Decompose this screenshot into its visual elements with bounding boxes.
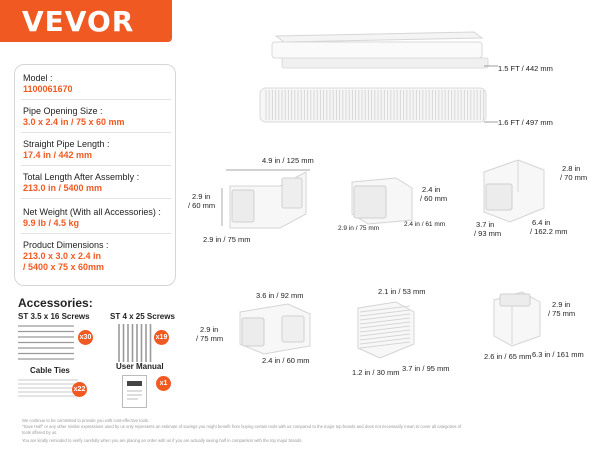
elbow-height-dimension: 2.9 in <box>192 192 211 201</box>
wall-cap-width-dimension-mm: / 162.2 mm <box>530 227 568 236</box>
spec-value: / 5400 x 75 x 60mm <box>23 262 105 272</box>
brand-logo: VEVOR <box>22 5 135 38</box>
count-badge: x19 <box>154 330 169 345</box>
accessory-label: Cable Ties <box>30 366 70 375</box>
wall-cap-height-dimension: 2.8 in <box>562 164 581 173</box>
spec-label: Net Weight (With all Accessories) : <box>23 207 161 217</box>
spec-label: Pipe Opening Size : <box>23 106 103 116</box>
wall-sleeve-image <box>484 286 548 354</box>
spec-value: 3.0 x 2.4 in / 75 x 60 mm <box>23 117 125 127</box>
accessory-label: ST 4 x 25 Screws <box>110 312 175 321</box>
accessory-label: ST 3.5 x 16 Screws <box>18 312 90 321</box>
straight-pipe-image <box>262 28 494 78</box>
divider <box>21 99 171 100</box>
elbow-height-dimension-mm: / 60 mm <box>188 201 216 210</box>
tee-width-dimension: 3.6 in / 92 mm <box>256 291 304 300</box>
count-badge: x30 <box>78 330 93 345</box>
divider <box>21 132 171 133</box>
coupler-height-dimension-mm: / 60 mm <box>420 194 448 203</box>
coupler-height-dimension: 2.4 in <box>422 185 441 194</box>
brand-logo-badge <box>0 0 172 42</box>
spec-label: Model : <box>23 73 53 83</box>
accessory-label: User Manual <box>116 362 164 371</box>
spec-model <box>23 73 73 95</box>
wall-cap-depth-dimension: 3.7 in <box>476 220 495 229</box>
coupler-depth-dimension: 2.9 in / 75 mm <box>338 225 380 232</box>
spec-value: 1100061670 <box>23 84 73 94</box>
elbow-width-dimension: 4.9 in / 125 mm <box>262 156 314 165</box>
spec-label: Product Dimensions : <box>23 240 109 250</box>
coupler-fitting-image <box>346 172 420 226</box>
straight-pipe-dimension: 1.5 FT / 442 mm <box>498 64 553 73</box>
divider <box>21 198 171 199</box>
flex-joint-depth-dimension: 1.2 in / 30 mm <box>352 368 400 377</box>
spec-value: 9.9 lb / 4.5 kg <box>23 218 80 228</box>
spec-value: 213.0 x 3.0 x 2.4 in <box>23 251 102 261</box>
flex-joint-depth2-dimension: 3.7 in / 95 mm <box>402 364 450 373</box>
spec-dimensions <box>23 240 109 273</box>
spec-label: Straight Pipe Length : <box>23 139 110 149</box>
wall-cap-depth-dimension-mm: / 93 mm <box>474 229 502 238</box>
tee-depth-dimension: 2.4 in / 60 mm <box>262 356 310 365</box>
elbow-fitting-image <box>218 164 318 240</box>
spec-value: 213.0 in / 5400 mm <box>23 183 103 193</box>
wall-sleeve-height-dimension-mm: / 75 mm <box>548 309 576 318</box>
wall-sleeve-width-dimension: 6.3 in / 161 mm <box>532 350 584 359</box>
elbow-depth-dimension: 2.9 in / 75 mm <box>203 235 251 244</box>
tee-height-dimension-mm: / 75 mm <box>196 334 224 343</box>
wall-cap-height-dimension-mm: / 70 mm <box>560 173 588 182</box>
footnote: tools offered by us. <box>22 430 58 435</box>
footnote: "Save Half" or any other similar expressions used by us only represents an estimate of savings you might benefit from buying certain tools with us compared to the major top brands and does not necessarily mean to cover all categories of <box>22 424 462 429</box>
user-manual-image <box>122 375 152 409</box>
spec-net-weight <box>23 207 161 229</box>
tee-fitting-image <box>232 298 320 358</box>
spec-card <box>14 64 176 286</box>
spec-label: Total Length After Assembly : <box>23 172 140 182</box>
coupler-depth2-dimension: 2.4 in / 61 mm <box>404 221 446 228</box>
spec-pipe-opening <box>23 106 125 128</box>
count-badge: x22 <box>72 382 87 397</box>
wall-sleeve-depth-dimension: 2.6 in / 65 mm <box>484 352 532 361</box>
footnote: We continue to be committed to provide you with cost-effective tools. <box>22 418 150 423</box>
divider <box>21 165 171 166</box>
spec-value: 17.4 in / 442 mm <box>23 150 93 160</box>
flex-joint-image <box>350 298 426 364</box>
divider <box>21 233 171 234</box>
wall-cap-width-dimension: 6.4 in <box>532 218 551 227</box>
accessories-title: Accessories: <box>18 296 93 310</box>
flex-joint-width-dimension: 2.1 in / 53 mm <box>378 287 426 296</box>
footnote: You are kindly reminded to verify carefully when you are placing an order with us if you are actually saving half in comparison with the top major brands. <box>22 438 303 443</box>
count-badge: x1 <box>156 376 171 391</box>
flex-pipe-image <box>256 82 496 132</box>
spec-total-length <box>23 172 139 194</box>
wall-sleeve-height-dimension: 2.9 in <box>552 300 571 309</box>
tee-height-dimension: 2.9 in <box>200 325 219 334</box>
spec-straight-pipe <box>23 139 110 161</box>
flex-pipe-dimension: 1.6 FT / 497 mm <box>498 118 553 127</box>
